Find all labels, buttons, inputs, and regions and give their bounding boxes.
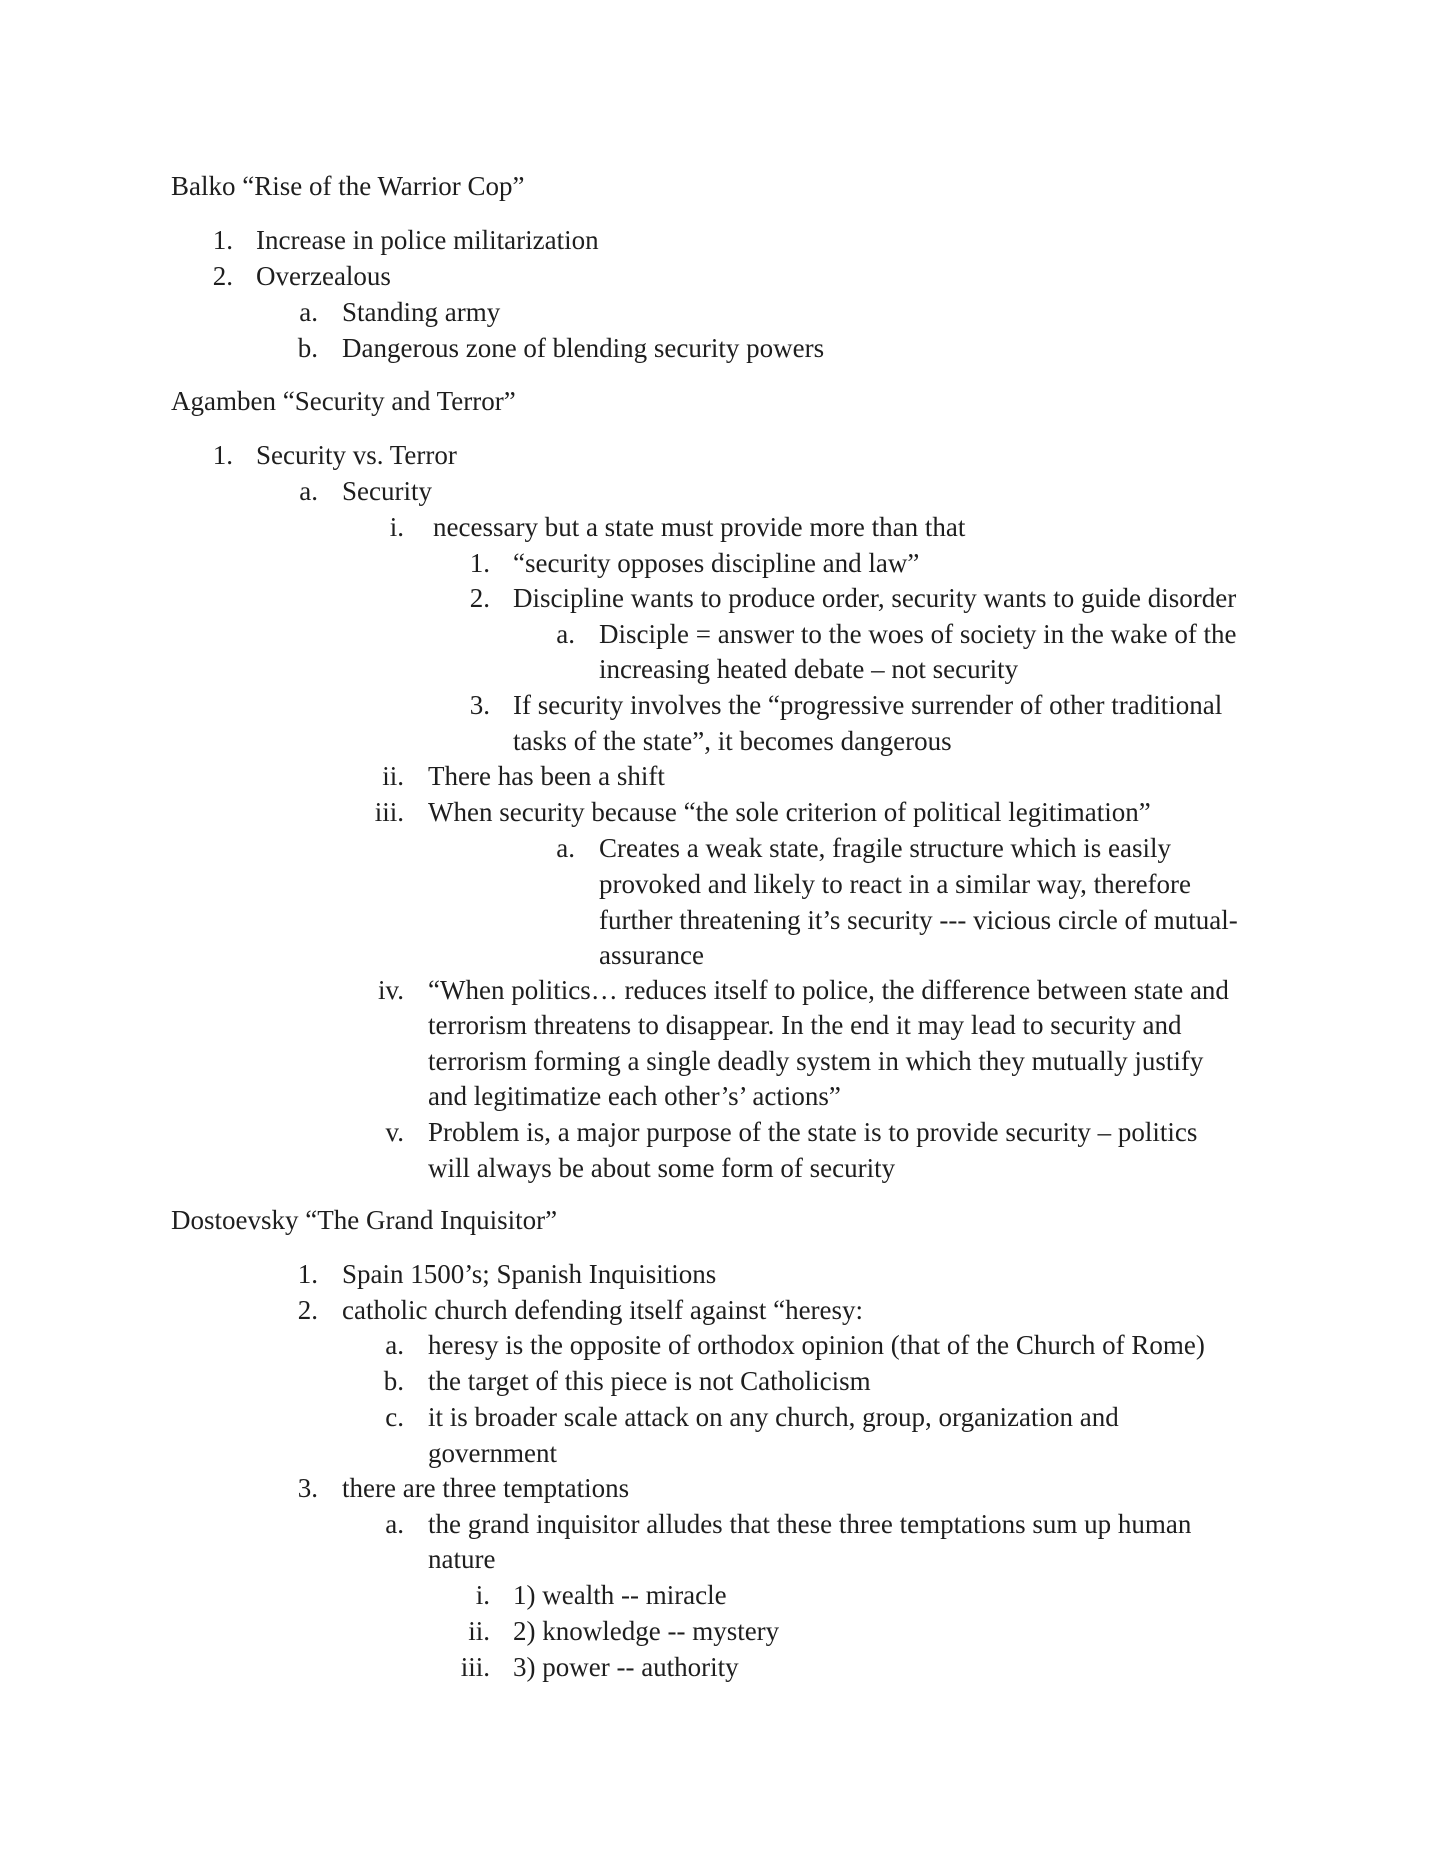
list-marker: ii. bbox=[468, 1616, 490, 1646]
list-marker: 2. bbox=[469, 583, 490, 613]
list-item-text: Security vs. Terror bbox=[256, 440, 457, 470]
list-item-text: increasing heated debate – not security bbox=[599, 654, 1019, 684]
list-item-text: it is broader scale attack on any church, group, organization and bbox=[428, 1402, 1119, 1432]
list-marker: 1. bbox=[469, 548, 490, 578]
list-marker: 1. bbox=[297, 1259, 318, 1289]
list-marker: a. bbox=[556, 833, 575, 863]
list-item-text: Discipline wants to produce order, security wants to guide disorder bbox=[513, 583, 1237, 613]
list-marker: a. bbox=[299, 476, 318, 506]
list-item-text: heresy is the opposite of orthodox opinion (that of the Church of Rome) bbox=[428, 1330, 1205, 1360]
list-item-text: terrorism threatens to disappear. In the end it may lead to security and bbox=[428, 1010, 1182, 1040]
list-marker: 2. bbox=[212, 261, 233, 291]
list-item-text: further threatening it’s security --- vicious circle of mutual- bbox=[599, 905, 1238, 935]
list-item-text: nature bbox=[428, 1544, 496, 1574]
list-item-text: assurance bbox=[599, 940, 704, 970]
list-item-text: terrorism forming a single deadly system in which they mutually justify bbox=[428, 1046, 1204, 1076]
list-item-text: Problem is, a major purpose of the state is to provide security – politics bbox=[428, 1117, 1198, 1147]
list-item-text: there are three temptations bbox=[342, 1473, 630, 1503]
list-item-text: Spain 1500’s; Spanish Inquisitions bbox=[342, 1259, 717, 1289]
list-item-text: necessary but a state must provide more than that bbox=[433, 512, 966, 542]
list-item-text: the grand inquisitor alludes that these three temptations sum up human bbox=[428, 1509, 1192, 1539]
list-item-text: and legitimatize each other’s’ actions” bbox=[428, 1081, 841, 1111]
list-marker: iv. bbox=[378, 975, 404, 1005]
list-item-text: Creates a weak state, fragile structure which is easily bbox=[599, 833, 1172, 863]
list-marker: ii. bbox=[382, 761, 404, 791]
list-item-text: Overzealous bbox=[256, 261, 391, 291]
list-marker: v. bbox=[385, 1117, 404, 1147]
list-marker: b. bbox=[383, 1366, 404, 1396]
list-marker: 2. bbox=[297, 1295, 318, 1325]
list-marker: a. bbox=[385, 1509, 404, 1539]
list-item-text: Security bbox=[342, 476, 432, 506]
list-marker: i. bbox=[389, 512, 404, 542]
list-marker: 3. bbox=[297, 1473, 318, 1503]
list-item-text: government bbox=[428, 1438, 557, 1468]
list-marker: iii. bbox=[460, 1652, 490, 1682]
list-item-text: the target of this piece is not Catholicism bbox=[428, 1366, 871, 1396]
list-marker: a. bbox=[556, 619, 575, 649]
list-marker: a. bbox=[385, 1330, 404, 1360]
list-marker: 3. bbox=[469, 690, 490, 720]
list-item-text: catholic church defending itself against “heresy: bbox=[342, 1295, 864, 1325]
list-item-text: “When politics… reduces itself to police, the difference between state and bbox=[428, 975, 1229, 1005]
section-heading-agamben: Agamben “Security and Terror” bbox=[171, 386, 516, 416]
list-item-text: 2) knowledge -- mystery bbox=[513, 1616, 780, 1646]
list-item-text: “security opposes discipline and law” bbox=[513, 548, 920, 578]
list-item-text: will always be about some form of security bbox=[428, 1153, 896, 1183]
list-marker: c. bbox=[385, 1402, 404, 1432]
list-item-text: 1) wealth -- miracle bbox=[513, 1580, 727, 1610]
list-item-text: tasks of the state”, it becomes dangerous bbox=[513, 726, 952, 756]
list-marker: 1. bbox=[212, 440, 233, 470]
list-item-text: 3) power -- authority bbox=[513, 1652, 739, 1682]
list-item-text: There has been a shift bbox=[428, 761, 665, 791]
section-heading-dostoevsky: Dostoevsky “The Grand Inquisitor” bbox=[171, 1205, 558, 1235]
section-heading-balko: Balko “Rise of the Warrior Cop” bbox=[171, 171, 525, 201]
list-marker: iii. bbox=[374, 797, 404, 827]
list-marker: i. bbox=[475, 1580, 490, 1610]
list-marker: 1. bbox=[212, 225, 233, 255]
list-marker: b. bbox=[297, 333, 318, 363]
list-marker: a. bbox=[299, 297, 318, 327]
list-item-text: When security because “the sole criterion of political legitimation” bbox=[428, 797, 1151, 827]
list-item-text: Disciple = answer to the woes of society in the wake of the bbox=[599, 619, 1237, 649]
list-item-text: provoked and likely to react in a similar way, therefore bbox=[599, 869, 1192, 899]
list-item-text: If security involves the “progressive surrender of other traditional bbox=[513, 690, 1223, 720]
list-item-text: Standing army bbox=[342, 297, 501, 327]
list-item-text: Dangerous zone of blending security powers bbox=[342, 333, 825, 363]
list-item-text: Increase in police militarization bbox=[256, 225, 599, 255]
